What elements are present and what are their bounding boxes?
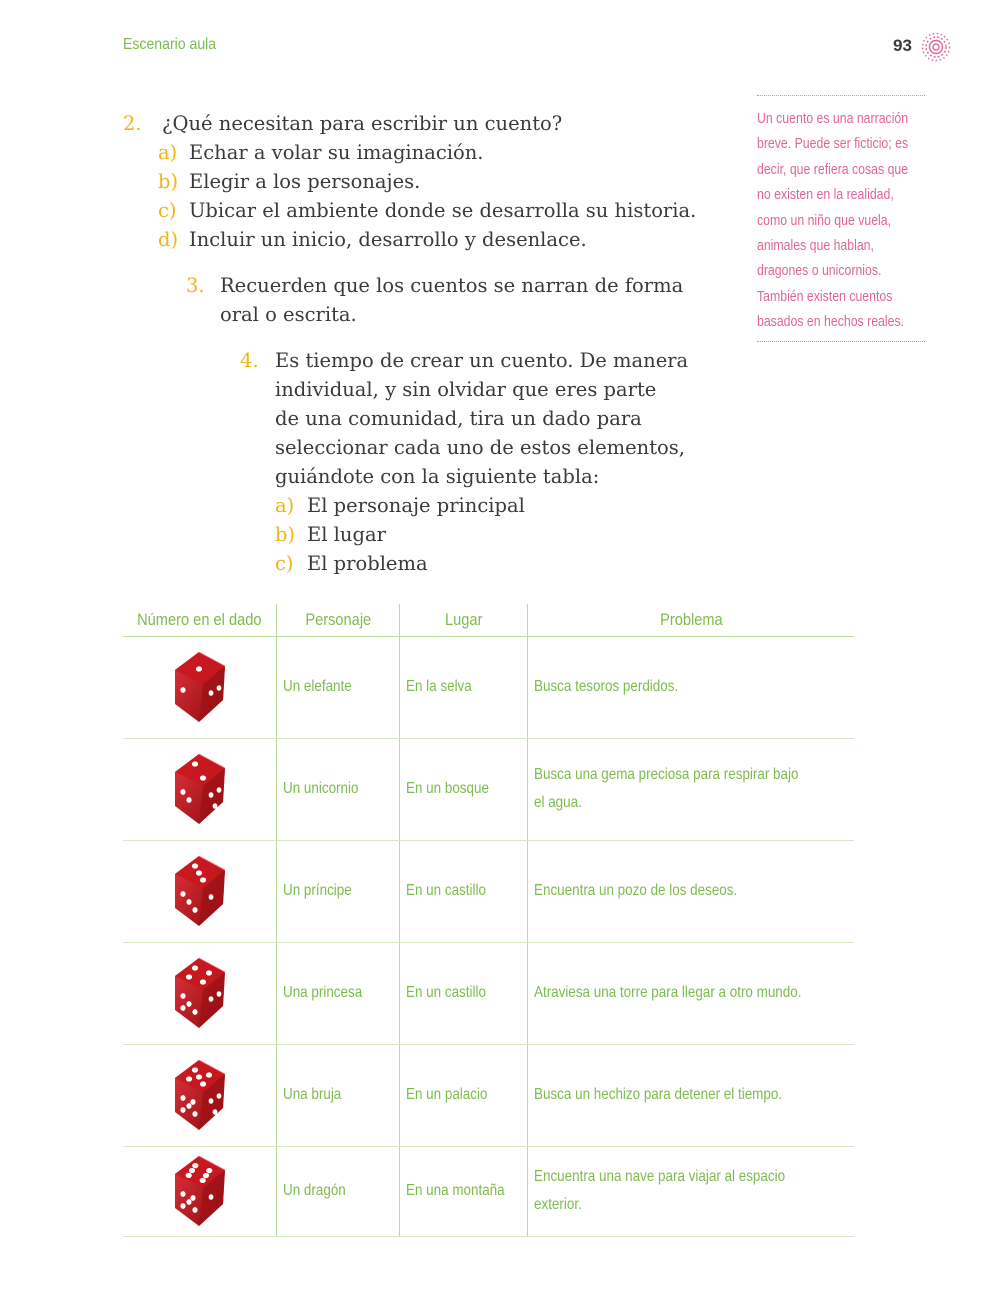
option-letter: a) [275, 494, 295, 517]
die-5-icon [169, 1056, 231, 1134]
column-header-personaje: Personaje [277, 604, 400, 636]
die-cell [123, 1146, 277, 1236]
option-text: Incluir un inicio, desarrollo y desenlace. [189, 228, 587, 251]
question-text: ¿Qué necesitan para escribir un cuento? [162, 112, 563, 135]
option-letter: c) [275, 552, 294, 575]
question-line: Es tiempo de crear un cuento. De manera [275, 349, 689, 372]
problema-cell: Encuentra una nave para viajar al espacio exterior. [527, 1146, 854, 1236]
option-letter: b) [275, 523, 296, 546]
option-letter: a) [158, 141, 178, 164]
sidebar-note [757, 95, 925, 342]
lugar-cell: En un bosque [400, 738, 528, 840]
answer-option [275, 549, 688, 578]
die-cell [123, 942, 277, 1044]
option-text: Elegir a los personajes. [189, 170, 421, 193]
page-number: 93 [893, 36, 912, 55]
question-number: 4. [240, 349, 259, 372]
dice-table [123, 604, 854, 1237]
lugar-cell: En una montaña [400, 1146, 528, 1236]
question-number: 3. [186, 274, 205, 297]
die-cell [123, 636, 277, 738]
answer-option [158, 225, 696, 254]
column-header-lugar: Lugar [400, 604, 528, 636]
table-header-row [123, 604, 854, 636]
die-4-icon [169, 954, 231, 1032]
die-cell [123, 1044, 277, 1146]
question-number: 2. [123, 112, 142, 135]
personaje-cell: Un unicornio [277, 738, 400, 840]
option-text: El personaje principal [307, 494, 525, 517]
answer-option [158, 138, 696, 167]
lugar-cell: En la selva [400, 636, 528, 738]
lugar-cell: En un castillo [400, 942, 528, 1044]
table-row [123, 1044, 854, 1146]
option-text: El problema [307, 552, 428, 575]
column-header-problema: Problema [527, 604, 854, 636]
problema-cell: Busca una gema preciosa para respirar bajo el agua. [527, 738, 854, 840]
option-text: El lugar [307, 523, 386, 546]
problema-cell: Busca tesoros perdidos. [527, 636, 854, 738]
option-letter: c) [158, 199, 177, 222]
answer-option [158, 196, 696, 225]
option-letter: d) [158, 228, 179, 251]
table-row [123, 738, 854, 840]
personaje-cell: Una princesa [277, 942, 400, 1044]
die-cell [123, 738, 277, 840]
personaje-cell: Un dragón [277, 1146, 400, 1236]
question-2 [123, 109, 696, 254]
die-cell [123, 840, 277, 942]
question-line: guiándote con la siguiente tabla: [275, 465, 600, 488]
table-row [123, 1146, 854, 1236]
table-row [123, 636, 854, 738]
answer-option [275, 520, 688, 549]
sidebar-note-text: Un cuento es una narración breve. Puede ser ficticio; es decir, que refiera cosas que no existen en la realidad, como un niño que vuela, animales que hablan, dragones o unicornios. También existen cuentos basados en hechos reales. [757, 110, 909, 331]
personaje-cell: Una bruja [277, 1044, 400, 1146]
column-header-number: Número en el dado [123, 604, 277, 636]
problema-cell: Encuentra un pozo de los deseos. [527, 840, 854, 942]
question-line: Recuerden que los cuentos se narran de forma [220, 274, 684, 297]
die-3-icon [169, 852, 231, 930]
answer-option [275, 491, 688, 520]
question-line: individual, y sin olvidar que eres parte [275, 378, 657, 401]
question-line: de una comunidad, tira un dado para [275, 407, 642, 430]
table-row [123, 840, 854, 942]
personaje-cell: Un príncipe [277, 840, 400, 942]
problema-cell: Atraviesa una torre para llegar a otro mundo. [527, 942, 854, 1044]
personaje-cell: Un elefante [277, 636, 400, 738]
question-4 [240, 346, 688, 578]
lugar-cell: En un palacio [400, 1044, 528, 1146]
lugar-cell: En un castillo [400, 840, 528, 942]
option-text: Echar a volar su imaginación. [189, 141, 484, 164]
die-1-icon [169, 648, 231, 726]
question-3 [186, 271, 683, 329]
table-row [123, 942, 854, 1044]
die-6-icon [169, 1152, 231, 1230]
question-line: oral o escrita. [220, 303, 357, 326]
answer-option [158, 167, 696, 196]
option-text: Ubicar el ambiente donde se desarrolla su historia. [189, 199, 697, 222]
sun-ornament-icon [921, 32, 951, 62]
option-letter: b) [158, 170, 179, 193]
section-title: Escenario aula [123, 36, 217, 53]
problema-cell: Busca un hechizo para detener el tiempo. [527, 1044, 854, 1146]
die-2-icon [169, 750, 231, 828]
question-line: seleccionar cada uno de estos elementos, [275, 436, 685, 459]
